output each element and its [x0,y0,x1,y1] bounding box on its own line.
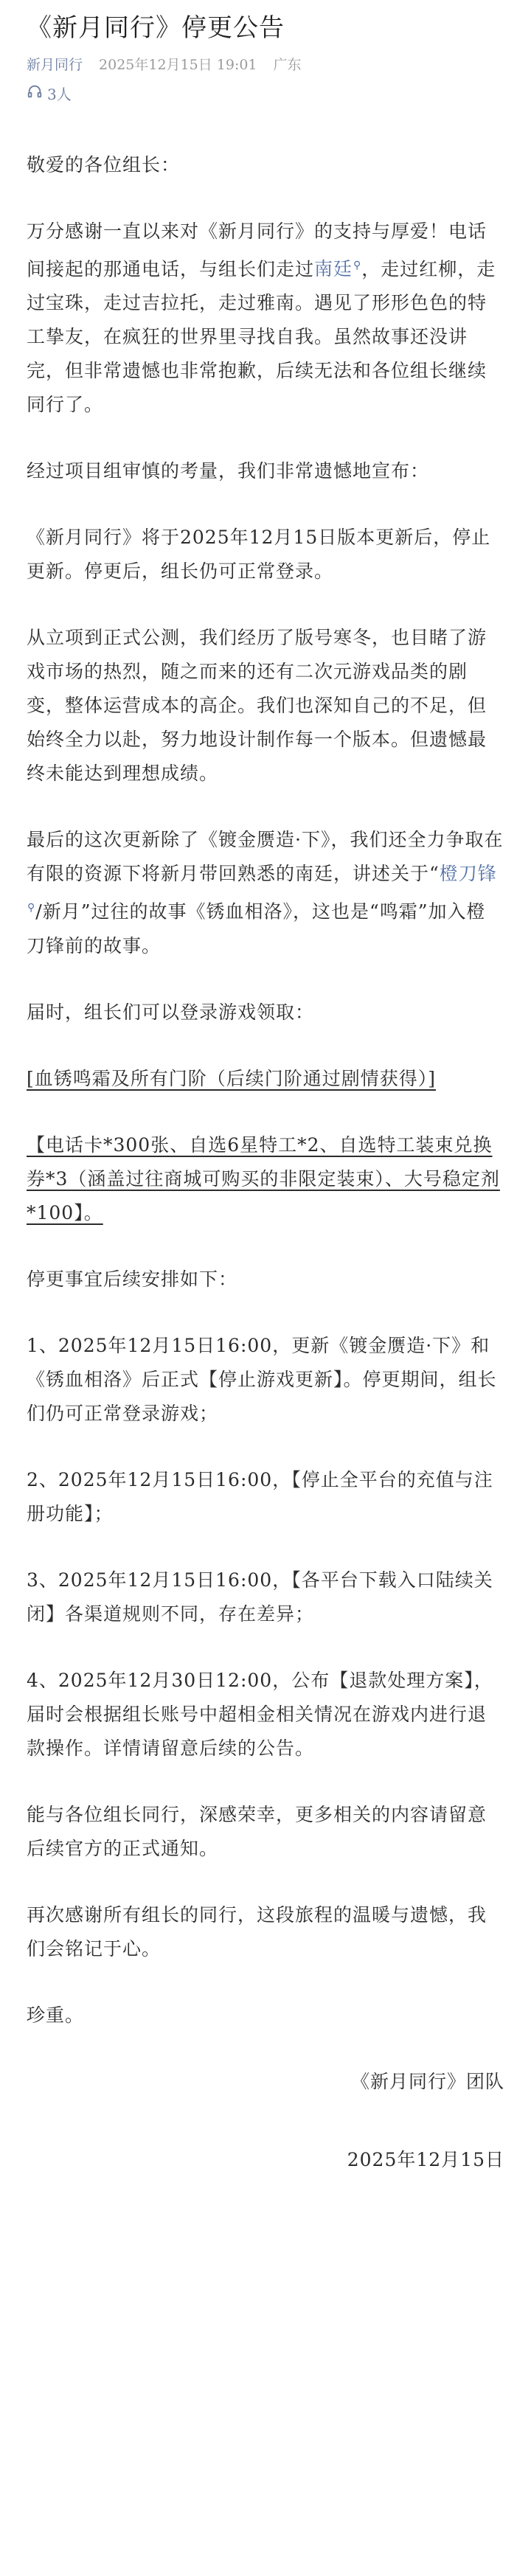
paragraph: 停更事宜后续安排如下： [27,1268,238,1290]
search-icon: ⚲ [27,902,36,914]
keyword-link-label: 南廷 [314,258,353,280]
paragraph-text: 最后的这次更新除了《镀金赝造·下》，我们还全力争取在有限的资源下将新月带回熟悉的南廷，讲述关于“ [27,829,504,885]
paragraph-text: 万分感谢一直以来对《新月同行》的支持与厚爱！电话间接起的那通电话，与组长们走过 [27,221,487,280]
article-meta [27,54,504,74]
signature-date: 2025年12月15日 [347,2148,504,2170]
greeting: 敬爱的各位组长： [27,154,181,176]
paragraph: 能与各位组长同行，深感荣幸，更多相关的内容请留意后续官方的正式通知。 [27,1803,487,1859]
signature: 《新月同行》团队 [350,2070,504,2092]
paragraph: 届时，组长们可以登录游戏领取： [27,1001,315,1023]
paragraph-text: ，走过红柳，走过宝珠，走过吉拉托，走过雅南。遇见了形形色色的特工挚友，在疯狂的世界里寻找自我。虽然故事还没讲完，但非常遗憾也非常抱歉，后续无法和各位组长继续同行了。 [27,258,496,416]
schedule-item: 2、2025年12月15日16:00，【停止全平台的充值与注册功能】； [27,1468,493,1524]
paragraph [27,823,504,962]
listen-count-label: 3人 [47,86,72,103]
article-body [27,148,504,2177]
schedule-item: 1、2025年12月15日16:00，更新《镀金赝造·下》和《锈血相洛》后正式【停止游戏更新】。停更期间，组长们仍可正常登录游戏； [27,1334,497,1424]
schedule-item: 3、2025年12月15日16:00，【各平台下载入口陆续关闭】各渠道规则不同，存在差异； [27,1569,493,1625]
paragraph [27,215,504,422]
reward-list: 【电话卡*300张、自选6星特工*2、自选特工装束兑换券*3（涵盖过往商城可购买的非限定装束）、大号稳定剂*100】。 [27,1133,500,1223]
headphones-icon [27,83,43,103]
paragraph: 经过项目组审慎的考量，我们非常遗憾地宣布： [27,460,430,482]
paragraph: 从立项到正式公测，我们经历了版号寒冬，也目睹了游戏市场的热烈，随之而来的还有二次元游戏品类的剧变，整体运营成本的高企。我们也深知自己的不足，但始终全力以赴，努力地设计制作每一个版本。但遗憾最终未能达到理想成绩。 [27,627,487,785]
page-title: 《新月同行》停更公告 [27,13,285,43]
reward-list: [血锈鸣霜及所有门阶（后续门阶通过剧情获得）] [27,1067,437,1089]
search-icon: ⚲ [353,260,362,271]
keyword-link[interactable] [314,258,361,280]
schedule-item: 4、2025年12月30日12:00，公布【退款处理方案】，届时会根据组长账号中超相金相关情况在游戏内进行退款操作。详情请留意后续的公告。 [27,1669,493,1759]
paragraph: 《新月同行》将于2025年12月15日版本更新后，停止更新。停更后，组长仍可正常登录。 [27,527,491,583]
paragraph: 再次感谢所有组长的同行，这段旅程的温暖与遗憾，我们会铭记于心。 [27,1903,487,1959]
publish-location: 广东 [273,57,302,73]
keyword-link-label: 橙刀锋 [439,863,497,885]
paragraph-text: /新月”过往的故事《锈血相洛》，这也是“鸣霜”加入橙刀锋前的故事。 [27,900,486,957]
publish-datetime: 2025年12月15日 19:01 [99,57,257,73]
author-name[interactable]: 新月同行 [27,57,83,73]
listen-count[interactable] [27,83,504,104]
closing: 珍重。 [27,2004,85,2026]
